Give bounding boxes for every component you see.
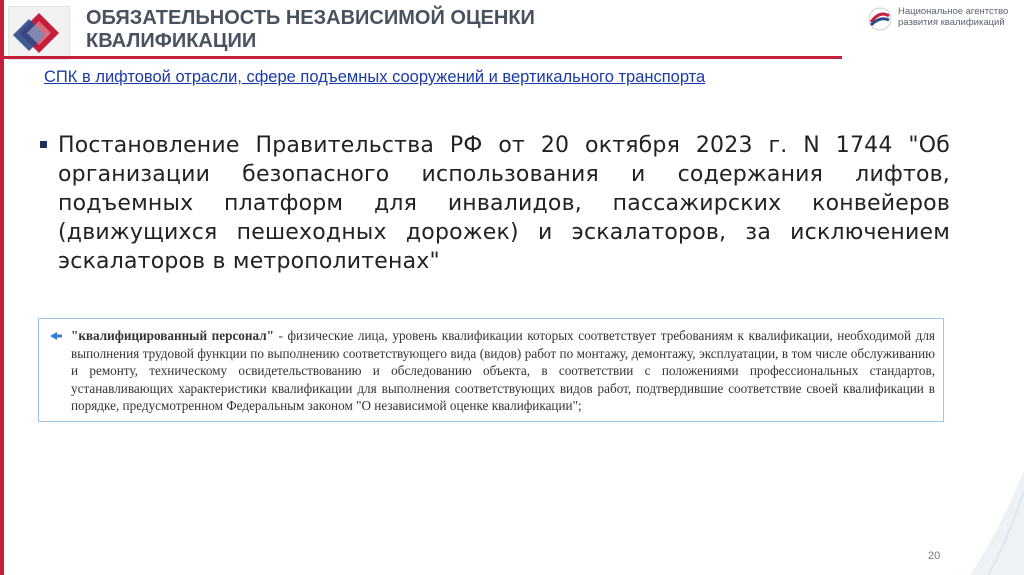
subtitle-link[interactable]: СПК в лифтовой отрасли, сфере подъемных сооружений и вертикального транспорта	[44, 68, 706, 86]
blue-arrow-icon	[49, 330, 63, 342]
corner-decoration-icon	[960, 470, 1024, 575]
agency-emblem-icon	[866, 6, 894, 32]
slide-title: ОБЯЗАТЕЛЬНОСТЬ НЕЗАВИСИМОЙ ОЦЕНКИ КВАЛИФИКАЦИИ	[86, 7, 535, 52]
definition-term: "квалифицированный персонал"	[71, 328, 274, 343]
definition-body: - физические лица, уровень квалификации которых соответствует требованиям к квалификации, необходимой для выполнения трудовой функции по выполнению соответствующего вида (видов) работ по монтажу, демонтажу, эксплуатации, в том числе обслуживанию и ремонту, техническому освидетельствованию и обследованию объекта, в соответствии с положениями профессиональных стандартов, устанавливающих характеристики квалификации для выполнения соответствующих видов работ, подтвердившие соответствие своей квалификации в порядке, предусмотренном Федеральным законом "О независимой оценке квалификации";	[71, 328, 935, 414]
agency-name	[898, 6, 1008, 28]
left-accent-bar	[0, 0, 4, 575]
definition-text	[71, 327, 935, 415]
diamond-logo-icon	[9, 7, 69, 59]
agency-logo	[866, 6, 1016, 32]
agency-name-line2: развития квалификаций	[898, 17, 1005, 28]
header-divider	[0, 56, 842, 59]
definition-quote-box	[38, 318, 944, 422]
bullet-square-icon	[40, 141, 47, 148]
decree-text: Постановление Правительства РФ от 20 октября 2023 г. N 1744 "Об организации безопасного использования и содержания лифтов, подъемных платформ для инвалидов, пассажирских конвейеров (движущихся пешеходных дорожек) и эскалаторов, за исключением эскалаторов в метрополитенах"	[58, 133, 950, 274]
page-number: 20	[928, 550, 941, 562]
agency-name-line1: Национальное агентство	[898, 6, 1009, 17]
presentation-logo	[8, 6, 70, 60]
